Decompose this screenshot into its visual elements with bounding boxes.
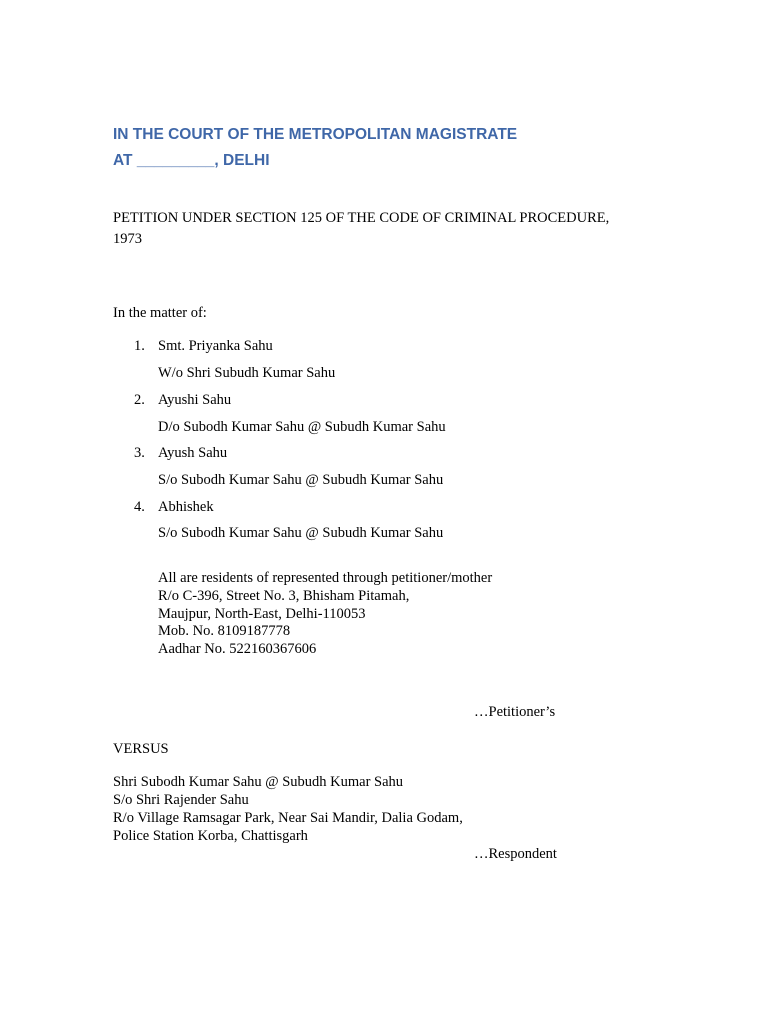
court-heading-line-1: IN THE COURT OF THE METROPOLITAN MAGISTRATE <box>113 126 518 143</box>
petition-title-line-2: 1973 <box>113 231 142 247</box>
versus-label: VERSUS <box>113 741 169 757</box>
list-number: 4. <box>134 499 145 515</box>
list-number: 3. <box>134 445 145 461</box>
address-line: R/o C-396, Street No. 3, Bhisham Pitamah, <box>158 588 410 604</box>
respondent-line: Shri Subodh Kumar Sahu @ Subudh Kumar Sahu <box>113 774 404 790</box>
address-line: Aadhar No. 522160367606 <box>158 641 317 657</box>
court-heading-line-2: AT _________, DELHI <box>113 152 270 169</box>
respondent-label: …Respondent <box>474 846 557 862</box>
list-number: 1. <box>134 338 145 354</box>
address-line: Maujpur, North-East, Delhi-110053 <box>158 606 366 622</box>
petitioner-name: Smt. Priyanka Sahu <box>158 338 273 354</box>
petition-title-line-1: PETITION UNDER SECTION 125 OF THE CODE OF CRIMINAL PROCEDURE, <box>113 210 610 226</box>
address-line: All are residents of represented through petitioner/mother <box>158 570 493 586</box>
petitioner-relation: S/o Subodh Kumar Sahu @ Subudh Kumar Sahu <box>158 525 444 541</box>
list-number: 2. <box>134 392 145 408</box>
respondent-line: Police Station Korba, Chattisgarh <box>113 828 308 844</box>
petitioner-relation: S/o Subodh Kumar Sahu @ Subudh Kumar Sahu <box>158 472 444 488</box>
respondent-line: S/o Shri Rajender Sahu <box>113 792 249 808</box>
petitioner-relation: D/o Subodh Kumar Sahu @ Subudh Kumar Sahu <box>158 419 446 435</box>
petitioner-name: Abhishek <box>158 499 214 515</box>
matter-intro: In the matter of: <box>113 305 207 321</box>
petitioner-relation: W/o Shri Subudh Kumar Sahu <box>158 365 336 381</box>
address-line: Mob. No. 8109187778 <box>158 623 291 639</box>
respondent-line: R/o Village Ramsagar Park, Near Sai Mandir, Dalia Godam, <box>113 810 463 826</box>
petitioner-name: Ayushi Sahu <box>158 392 232 408</box>
petitioner-name: Ayush Sahu <box>158 445 228 461</box>
petitioner-label: …Petitioner’s <box>474 704 556 720</box>
